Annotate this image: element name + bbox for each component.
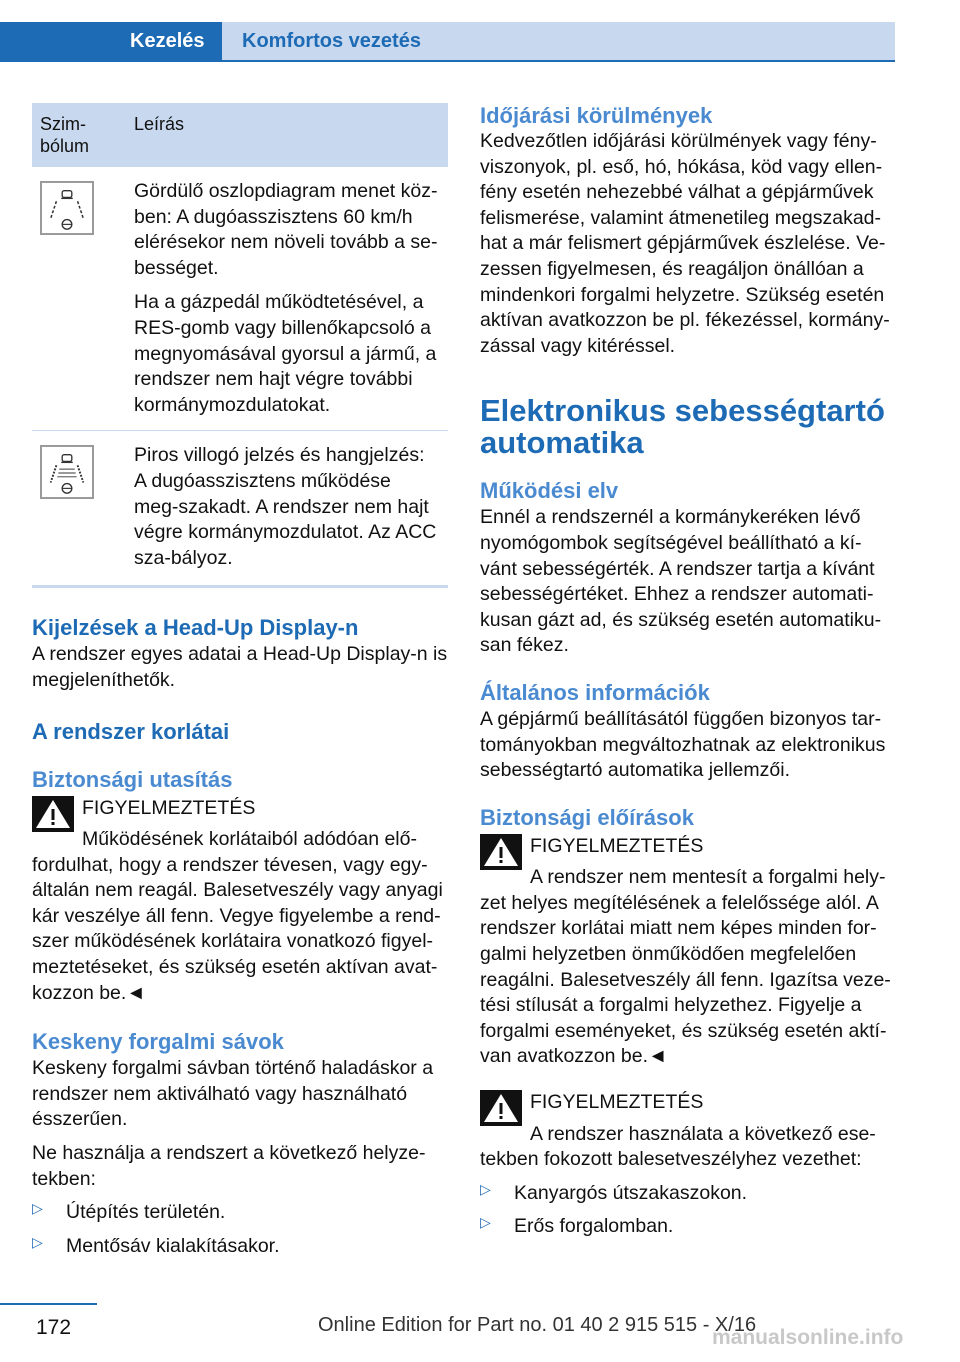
list-item-text: Mentősáv kialakításakor.	[66, 1234, 280, 1257]
warning-block	[480, 1090, 896, 1173]
bullet-triangle-icon: ▷	[480, 1214, 491, 1231]
principle-text: Ennél a rendszernél a kormánykeréken lévő nyomógombok segítségével beállítható a kí-vánt sebességérték. A rendszer tartja a kívánt sebességértéket. Ehhez a rendszer automati-kusan gázt ad, és szükség esetén automatiku-san fékez.	[480, 506, 882, 657]
warning-label: FIGYELMEZTETÉS	[530, 1091, 704, 1114]
warning-text: tekben fokozott balesetveszélyhez vezethet:	[480, 1148, 862, 1171]
warning-text: fordulhat, hogy a rendszer tévesen, vagy egy-általán nem reagál. Balesetveszély vagy anyagi kár veszélye áll fenn. Vegye figyelembe a rend-szer működésének korlátaira vonatkozó figyel-meztetéseket, és szükség esetén aktívan avat-kozzon be.◄	[32, 853, 443, 1004]
list-item-text: Erős forgalomban.	[514, 1215, 674, 1238]
symbol-table	[32, 103, 448, 588]
table-row	[32, 431, 448, 587]
safety-rules-heading: Biztonsági előírások	[480, 804, 694, 830]
narrow-lanes-text: Keskeny forgalmi sávban történő haladáskor a rendszer nem aktiválható vagy használható ésszerűen.	[32, 1057, 434, 1131]
table-header-symbol: Szim- bólum	[32, 103, 126, 167]
lane-assist-icon	[40, 181, 94, 235]
warning-first-line: Működésének korlátaiból adódóan elő-	[82, 828, 417, 851]
table-header-description: Leírás	[126, 103, 448, 167]
warning-first-line: A rendszer használata a következő ese-	[530, 1122, 876, 1145]
narrow-lanes-heading: Keskeny forgalmi sávok	[32, 1029, 284, 1055]
table-row	[32, 167, 448, 431]
cruise-control-heading: Elektronikus sebességtartó automatika	[480, 393, 885, 461]
hud-text: A rendszer egyes adatai a Head-Up Display-n is megjeleníthetők.	[32, 643, 448, 691]
lane-assist-warning-icon	[40, 445, 94, 499]
hud-heading: Kijelzések a Head-Up Display-n	[32, 615, 359, 641]
warning-triangle-icon	[32, 796, 74, 832]
page-header	[0, 0, 895, 60]
footer-divider	[0, 1303, 97, 1305]
page-number: 172	[36, 1316, 72, 1339]
warning-label: FIGYELMEZTETÉS	[530, 834, 704, 857]
safety-heading: Biztonsági utasítás	[32, 766, 233, 792]
list-item-text: Útépítés területén.	[66, 1201, 226, 1224]
row2-text-1: Piros villogó jelzés és hangjelzés: A dugóasszisztens működése meg-szakadt. A rendszer nem hajt végre kormánymozdulatot. Az ACC sza-bályoz.	[134, 444, 437, 569]
watermark: manualsonline.info	[712, 1326, 904, 1349]
warning-block	[480, 834, 896, 1070]
edition-note: Online Edition for Part no. 01 40 2 915 515 - X/16	[318, 1314, 757, 1336]
warning-label: FIGYELMEZTETÉS	[82, 796, 256, 819]
row1-text-2: Ha a gázpedál működtetésével, a RES-gomb vagy billenőkapcsoló a megnyomásával gyorsul a jármű, a rendszer nem hajt végre további kormánymozdulatokat.	[134, 291, 437, 416]
left-column	[32, 103, 448, 1259]
list-item	[32, 1234, 448, 1260]
weather-text: Kedvezőtlen időjárási körülmények vagy fény-viszonyok, pl. eső, hó, hókása, köd vagy ellen-fény esetén nehezebbé válhat a gépjárművek felismerése, valamint átmenetileg megszakad-hat a már felismert gépjárművek észlelése. Ve-zessen figyelmesen, és reagáljon önállóan a mindenkori forgalmi helyzetre. Szükség esetén aktívan avatkozzon be pl. fékezéssel, kormány-zással vagy kitéréssel.	[480, 130, 890, 357]
weather-heading: Időjárási körülmények	[480, 103, 713, 128]
list-item	[480, 1181, 896, 1207]
general-info-text: A gépjármű beállításától függően bizonyos tar-tományokban megváltozhatnak az elektronikus sebességtartó automatika jellemzői.	[480, 707, 886, 782]
narrow-lanes-text-2: Ne használja a rendszert a következő helyze-tekben:	[32, 1142, 426, 1190]
bullet-triangle-icon: ▷	[480, 1180, 491, 1197]
right-column	[480, 103, 896, 1240]
limits-heading: A rendszer korlátai	[32, 718, 230, 744]
warning-first-line: A rendszer nem mentesít a forgalmi hely-	[530, 866, 886, 889]
list-item	[480, 1214, 896, 1240]
row1-text-1: Gördülő oszlopdiagram menet köz-ben: A dugóasszisztens 60 km/h elérésekor nem növeli tovább a se-bességet.	[134, 180, 438, 279]
warning-triangle-icon	[480, 834, 522, 870]
warning-triangle-icon	[480, 1090, 522, 1126]
general-info-heading: Általános információk	[480, 679, 710, 705]
bullet-triangle-icon: ▷	[32, 1200, 43, 1217]
header-divider	[0, 60, 895, 62]
warning-block	[32, 796, 448, 1007]
list-item	[32, 1200, 448, 1226]
header-section: Kezelés	[0, 22, 222, 60]
header-subsection: Komfortos vezetés	[222, 22, 895, 60]
list-item-text: Kanyargós útszakaszokon.	[514, 1181, 748, 1204]
principle-heading: Működési elv	[480, 478, 619, 504]
bullet-triangle-icon: ▷	[32, 1233, 43, 1250]
warning-text: zet helyes megítélésének a felelőssége alól. A rendszer korlátai miatt nem képes minden for-galmi helyzetben önműködően megfelelően reagálni. Balesetveszély áll fenn. Igazítsa veze-tési stílusát a forgalmi helyzethez. Figyelje a forgalmi eseményeket, és szükség esetén aktí-van avatkozzon be.◄	[480, 891, 891, 1068]
